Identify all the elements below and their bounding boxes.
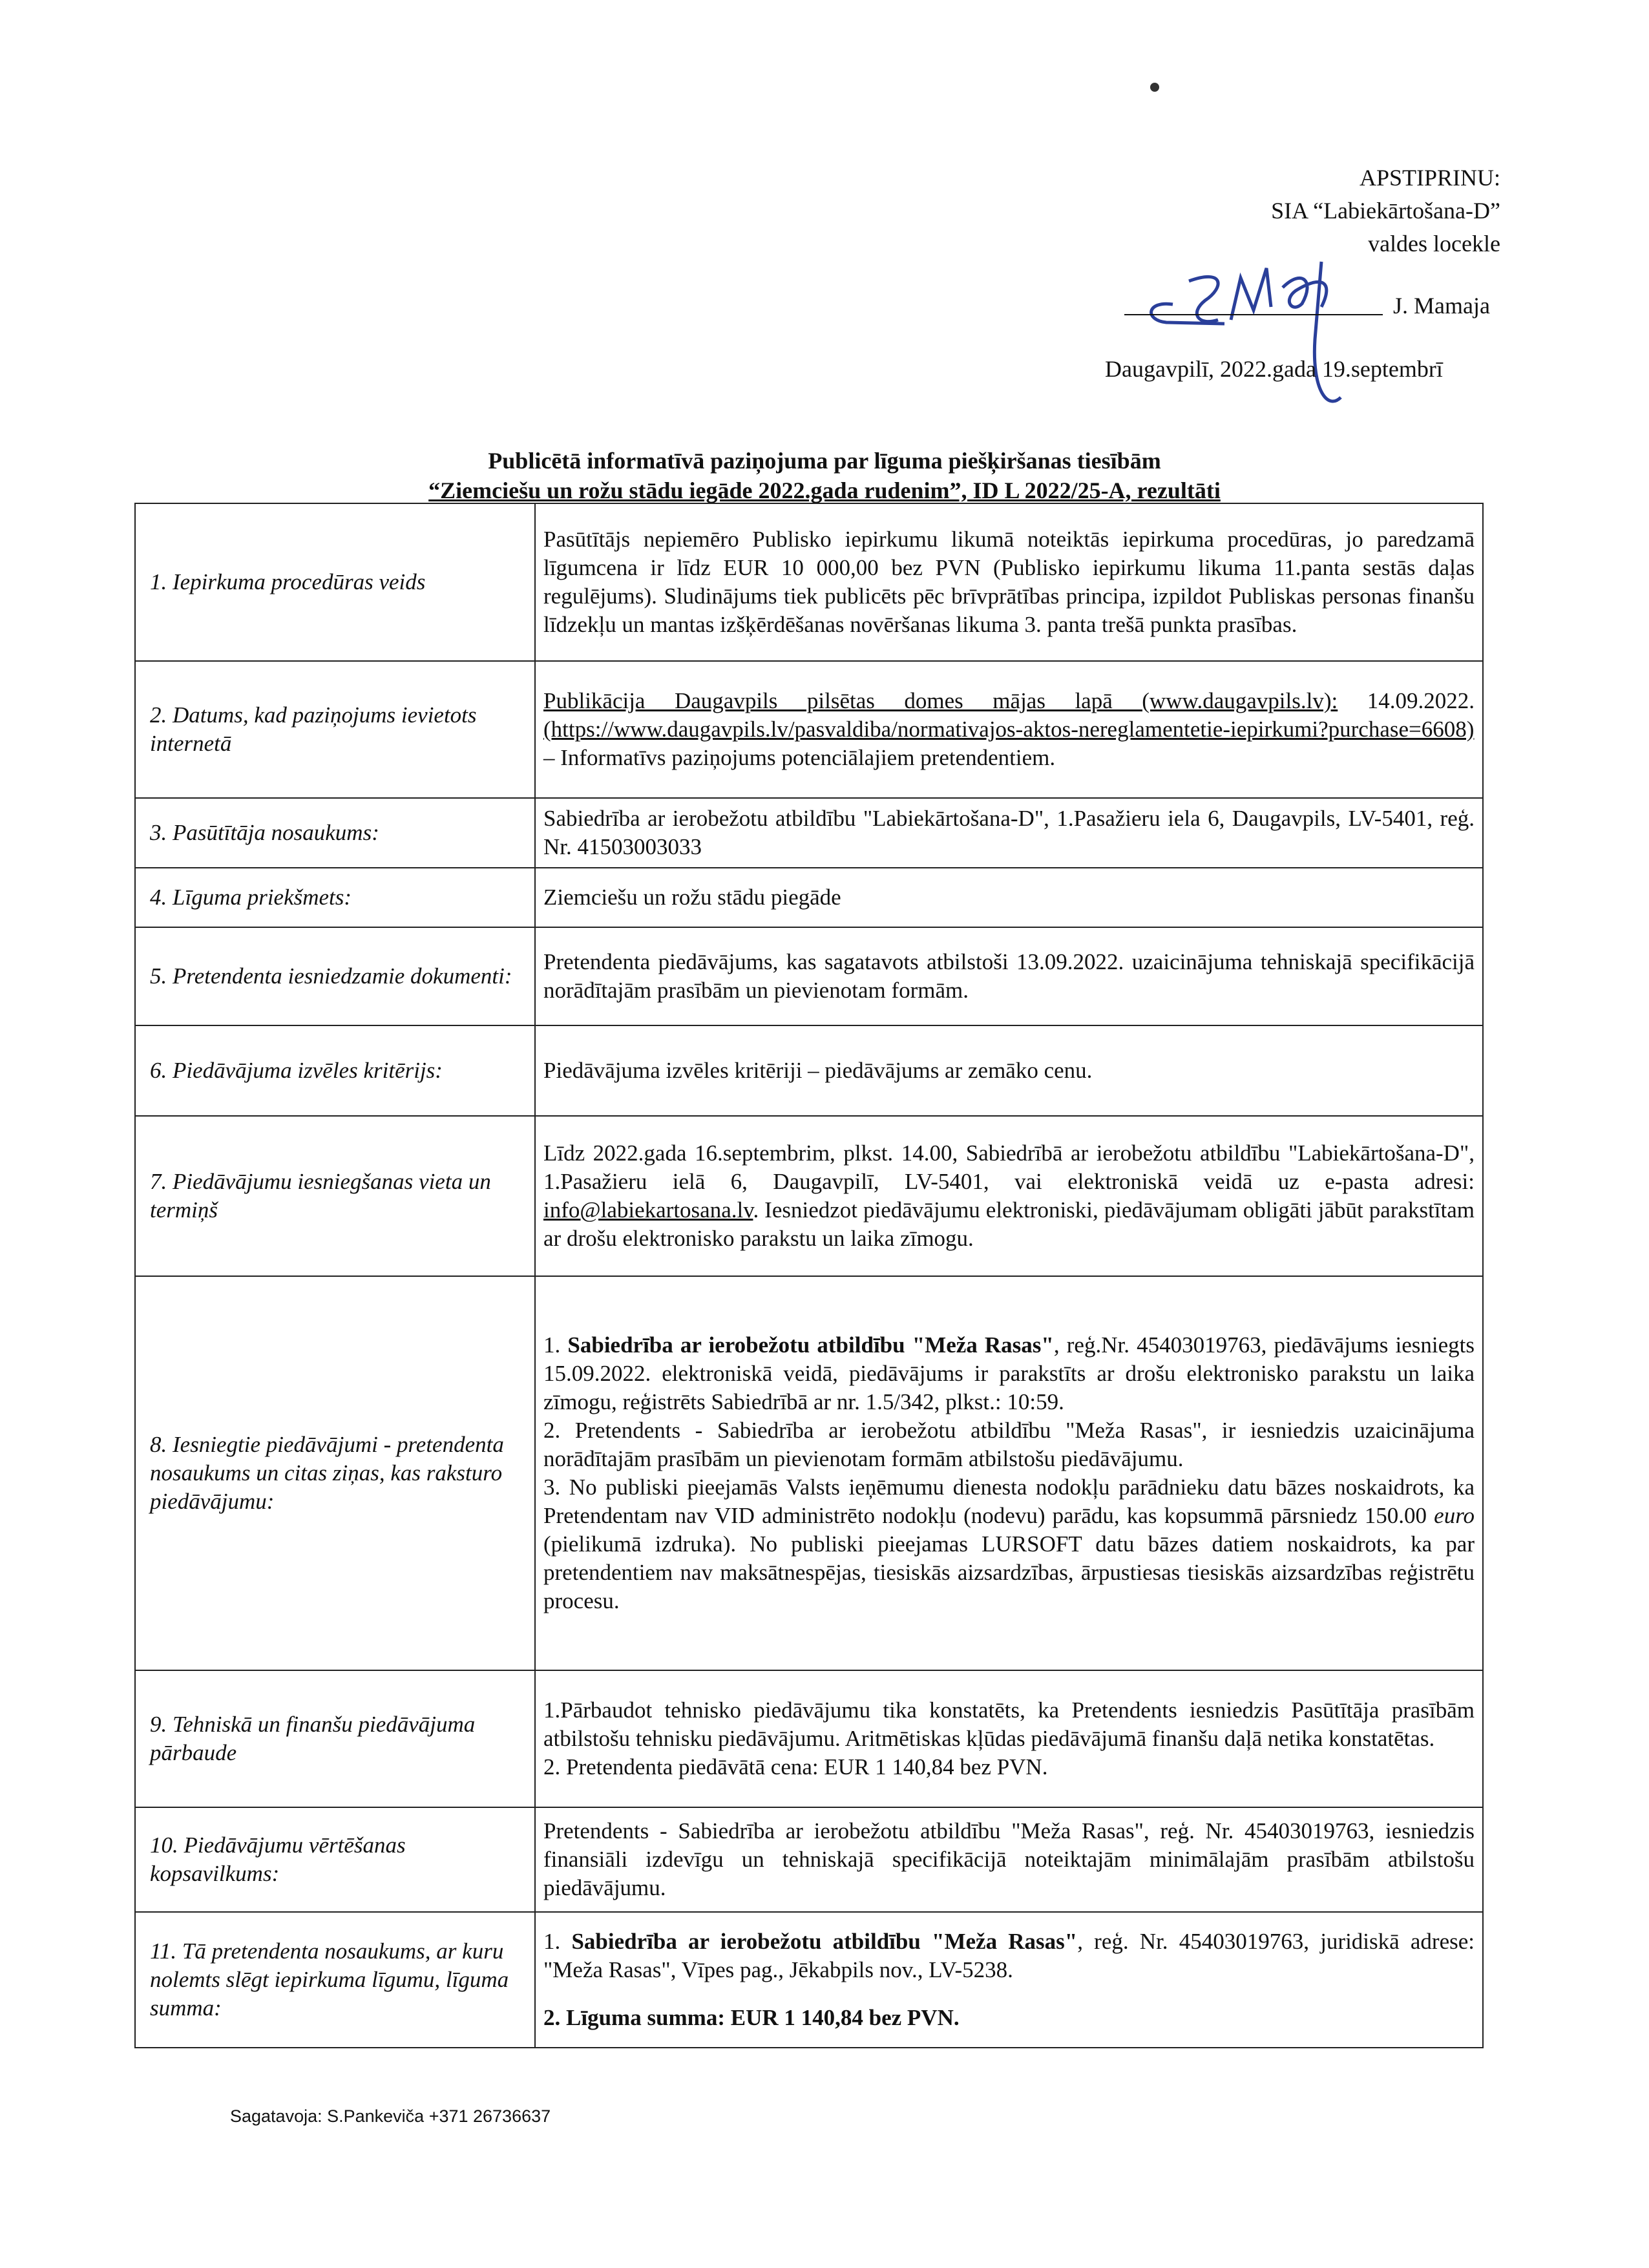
row-label: 9. Tehniskā un finanšu piedāvājuma pārbaude xyxy=(135,1670,535,1807)
signer-name: J. Mamaja xyxy=(1393,293,1490,319)
row-label: 8. Iesniegtie piedāvājumi - pretendenta nosaukums un citas ziņas, kas raksturo piedāvājumu: xyxy=(135,1276,535,1670)
row-content: Pretendents - Sabiedrība ar ierobežotu atbildību "Meža Rasas", reģ. Nr. 45403019763, iesniedzis finansiāli izdevīgu un tehniskajā specifikācijā noteiktajām minimālajām prasībām atbilstošu piedāvājumu. xyxy=(535,1807,1483,1912)
publication-date: 14.09.2022. xyxy=(1367,688,1475,713)
publication-description: – Informatīvs paziņojums potenciālajiem pretendentiem. xyxy=(543,745,1056,770)
table-row xyxy=(135,798,1483,868)
approval-company: SIA “Labiekārtošana-D” xyxy=(1271,198,1500,224)
table-row xyxy=(135,1807,1483,1912)
publication-note: Publikācija Daugavpils pilsētas domes mājas lapā (www.daugavpils.lv): xyxy=(543,688,1338,713)
row-content: Pretendenta piedāvājums, kas sagatavots atbilstoši 13.09.2022. uzaicinājuma tehniskajā specifikācijā norādītajām prasībām un pievienotam formām. xyxy=(535,927,1483,1025)
ink-dot xyxy=(1150,83,1159,92)
row-label: 2. Datums, kad paziņojums ievietots internetā xyxy=(135,661,535,798)
prepared-by: Sagatavoja: S.Pankeviča +371 26736637 xyxy=(230,2106,551,2126)
approval-heading: APSTIPRINU: xyxy=(1359,165,1500,191)
winner-details: , reģ. Nr. 45403019763, juridiskā adrese: "Meža Rasas", Vīpes pag., Jēkabpils nov., LV-5238. xyxy=(543,1929,1475,1982)
document-title-line1: Publicētā informatīvā paziņojuma par līguma piešķiršanas tiesībām xyxy=(488,448,1161,474)
row-label: 1. Iepirkuma procedūras veids xyxy=(135,503,535,661)
offered-price: 2. Pretendenta piedāvātā cena: EUR 1 140,84 bez PVN. xyxy=(543,1754,1048,1780)
row-content: Piedāvājuma izvēles kritēriji – piedāvājums ar zemāko cenu. xyxy=(535,1025,1483,1116)
row-label: 3. Pasūtītāja nosaukums: xyxy=(135,798,535,868)
row-content: Sabiedrība ar ierobežotu atbildību "Labiekārtošana-D", 1.Pasažieru iela 6, Daugavpils, LV-5401, reģ. Nr. 41503003033 xyxy=(535,798,1483,868)
table-row xyxy=(135,503,1483,661)
row-content: Pasūtītājs nepiemēro Publisko iepirkumu likumā noteiktās iepirkuma procedūras, jo paredzamā līgumcena ir līdz EUR 10 000,00 bez PVN (Publisko iepirkumu likuma 11.panta sestās daļas regulējums). Sludinājums tiek publicēts pēc brīvprātības principa, izpildot Publiskas personas finanšu līdzekļu un mantas izšķērdēšanas novēršanas likuma 3. panta trešā punkta prasības. xyxy=(535,503,1483,661)
document-title-line2: “Ziemciešu un rožu stādu iegāde 2022.gada rudenim”, ID L 2022/25-A, rezultāti xyxy=(428,478,1221,503)
bid-compliance: 2. Pretendents - Sabiedrība ar ierobežotu atbildību "Meža Rasas", ir iesniedzis uzaicinājuma norādītajām prasībām un pievienotam formām atbilstošu piedāvājumu. xyxy=(543,1418,1475,1471)
deadline-text: Līdz 2022.gada 16.septembrim, plkst. 14.00, Sabiedrībā ar ierobežotu atbildību "Labiekārtošana-D", 1.Pasažieru ielā 6, Daugavpilī, LV-5401, vai elektroniskā veidā uz e-pasta adresi: xyxy=(543,1140,1475,1194)
item-number: 1. xyxy=(543,1929,561,1954)
row-label: 10. Piedāvājumu vērtēšanas kopsavilkums: xyxy=(135,1807,535,1912)
currency: euro xyxy=(1434,1503,1475,1528)
row-content xyxy=(535,1116,1483,1276)
table-row xyxy=(135,1276,1483,1670)
row-label: 4. Līguma priekšmets: xyxy=(135,868,535,927)
handwritten-signature xyxy=(1128,242,1399,436)
tax-check: 3. No publiski pieejamās Valsts ieņēmumu dienesta nodokļu parādnieku datu bāzes noskaidrots, ka Pretendentam nav VID administrēto nodokļu (nodevu) parādu, kas kopsummā pārsniedz 150.00 xyxy=(543,1475,1475,1528)
email-link[interactable]: info@labiekartosana.lv xyxy=(543,1197,753,1223)
row-label: 6. Piedāvājuma izvēles kritērijs: xyxy=(135,1025,535,1116)
technical-check: 1.Pārbaudot tehnisko piedāvājumu tika konstatēts, ka Pretendents iesniedzis Pasūtītāja prasībām atbilstošu tehnisku piedāvājumu. Aritmētiskas kļūdas piedāvājumā finanšu daļā netika konstatētas. xyxy=(543,1697,1475,1751)
row-label: 11. Tā pretendenta nosaukums, ar kuru nolemts slēgt iepirkuma līgumu, līguma summa: xyxy=(135,1912,535,2048)
place-date: Daugavpilī, 2022.gada 19.septembrī xyxy=(1105,356,1443,382)
winner-name: Sabiedrība ar ierobežotu atbildību "Meža Rasas" xyxy=(571,1929,1078,1954)
table-row xyxy=(135,1116,1483,1276)
table-row xyxy=(135,868,1483,927)
item-number: 1. xyxy=(543,1332,561,1358)
row-label: 7. Piedāvājumu iesniegšanas vieta un termiņš xyxy=(135,1116,535,1276)
bidder-name: Sabiedrība ar ierobežotu atbildību "Meža Rasas" xyxy=(567,1332,1054,1358)
results-table xyxy=(134,503,1484,2048)
table-row xyxy=(135,927,1483,1025)
row-content xyxy=(535,661,1483,798)
table-row xyxy=(135,661,1483,798)
tax-check-cont: (pielikumā izdruka). No publiski pieejamas LURSOFT datu bāzes datiem noskaidrots, ka par pretendentiem nav maksātnespējas, tiesiskās aizsardzības, ārpustiesas tiesiskās aizsardzības reģistrētu procesu. xyxy=(543,1531,1475,1613)
table-row xyxy=(135,1025,1483,1116)
row-content xyxy=(535,1670,1483,1807)
deadline-text-cont: . Iesniedzot piedāvājumu elektroniski, piedāvājumam obligāti jābūt parakstītam ar drošu elektronisko parakstu un laika zīmogu. xyxy=(543,1197,1475,1251)
signature-line xyxy=(1124,314,1383,315)
table-row xyxy=(135,1670,1483,1807)
row-content xyxy=(535,1276,1483,1670)
approval-position: valdes locekle xyxy=(1368,231,1500,257)
bid-details: , reģ.Nr. 45403019763, piedāvājums iesniegts 15.09.2022. elektroniskā veidā, piedāvājums ir parakstīts ar drošu elektronisko parakstu un laika zīmogu, reģistrēts Sabiedrībā ar nr. 1.5/342, plkst.: 10:59. xyxy=(543,1332,1475,1414)
contract-sum: 2. Līguma summa: EUR 1 140,84 bez PVN. xyxy=(543,2005,960,2030)
table-row xyxy=(135,1912,1483,2048)
row-content: Ziemciešu un rožu stādu piegāde xyxy=(535,868,1483,927)
row-label: 5. Pretendenta iesniedzamie dokumenti: xyxy=(135,927,535,1025)
publication-link[interactable]: (https://www.daugavpils.lv/pasvaldiba/normativajos-aktos-nereglamentetie-iepirkumi?purchase=6608) xyxy=(543,717,1475,742)
row-content xyxy=(535,1912,1483,2048)
